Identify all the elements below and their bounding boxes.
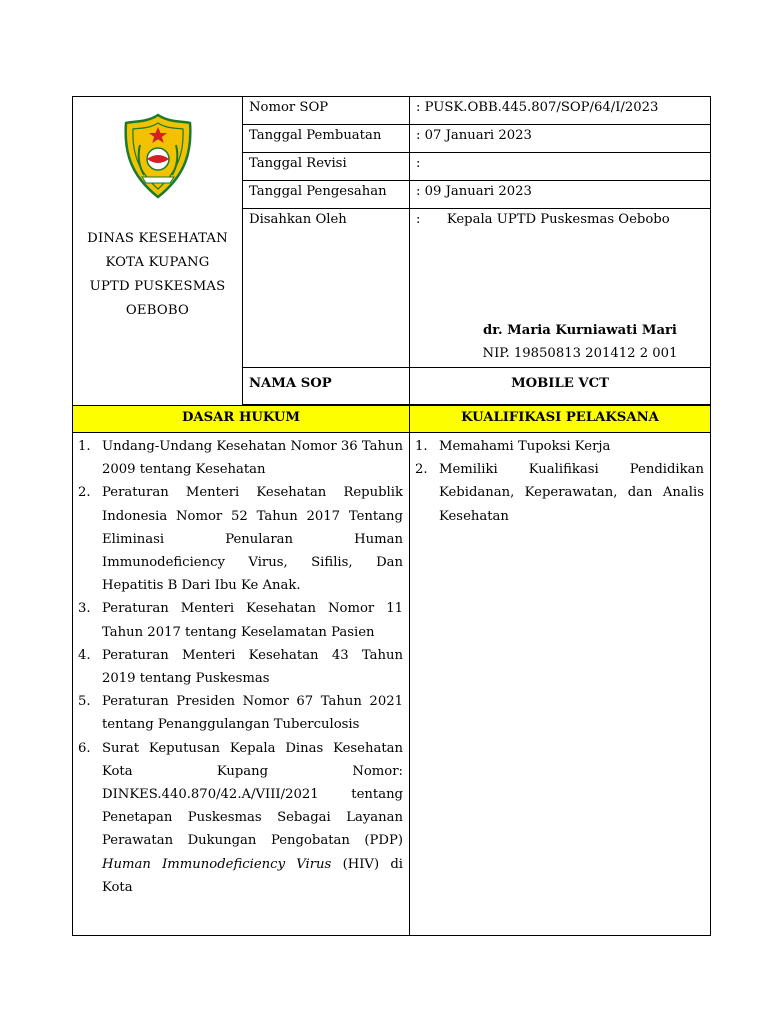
list-item: 1. Undang-Undang Kesehatan Nomor 36 Tahun 2009 tentang Kesehatan <box>78 439 403 478</box>
list-item: 6. Surat Keputusan Kepala Dinas Kesehatan Kota Kupang Nomor: DINKES.440.870/42.A/VIII/2021 tentang Penetapan Puskesmas Sebagai Layanan Perawatan Dukungan Pengobatan (PDP) Human Immunodeficiency Virus (HIV) di Kota <box>78 740 403 895</box>
sop-document <box>72 96 710 934</box>
kualifikasi-cell <box>410 433 711 936</box>
sop-table <box>72 96 711 936</box>
org-line: OEBOBO <box>125 303 190 318</box>
section-body-row <box>73 433 711 936</box>
org-cell <box>73 97 243 406</box>
meta-label: Tanggal Revisi <box>243 153 410 181</box>
list-item: 4. Peraturan Menteri Kesehatan 43 Tahun 2019 tentang Puskesmas <box>78 647 403 687</box>
org-name <box>79 227 236 323</box>
meta-value: : 09 Januari 2023 <box>410 181 711 209</box>
signer-colon: : <box>416 212 421 227</box>
dasar-hukum-cell <box>73 433 410 936</box>
list-item: 2. Peraturan Menteri Kesehatan Republik Indonesia Nomor 52 Tahun 2017 Tentang Eliminasi Penularan Human Immunodeficiency Virus, Sifilis, Dan Hepatitis B Dari Ibu Ke Anak. <box>78 485 403 594</box>
section-header-row <box>73 406 711 433</box>
meta-row-nomor <box>73 97 711 125</box>
signer-cell <box>410 209 711 368</box>
dasar-hukum-list <box>77 435 403 899</box>
meta-label: Nomor SOP <box>243 97 410 125</box>
list-item: 1. Memahami Tupoksi Kerja <box>415 439 611 454</box>
kualifikasi-list <box>414 435 704 528</box>
org-line: KOTA KUPANG <box>105 255 210 270</box>
org-line: UPTD PUSKESMAS <box>89 279 226 294</box>
meta-value: : 07 Januari 2023 <box>410 125 711 153</box>
meta-label: Tanggal Pengesahan <box>243 181 410 209</box>
list-item: 2. Memiliki Kualifikasi Pendidikan Kebidanan, Keperawatan, dan Analis Kesehatan <box>415 462 704 524</box>
kualifikasi-title: KUALIFIKASI PELAKSANA <box>410 406 711 433</box>
list-item: 3. Peraturan Menteri Kesehatan Nomor 11 Tahun 2017 tentang Keselamatan Pasien <box>78 601 403 640</box>
meta-value: : <box>410 153 711 181</box>
list-item: 5. Peraturan Presiden Nomor 67 Tahun 2021 tentang Penanggulangan Tuberculosis <box>78 694 403 733</box>
shield-emblem-icon <box>120 111 196 201</box>
dasar-hukum-title: DASAR HUKUM <box>73 406 410 433</box>
org-line: DINAS KESEHATAN <box>87 231 228 246</box>
meta-value: : PUSK.OBB.445.807/SOP/64/I/2023 <box>410 97 711 125</box>
signer-name: dr. Maria Kurniawati Mari <box>483 323 677 338</box>
signer-nip: NIP. 19850813 201412 2 001 <box>482 346 678 361</box>
signer-title: Kepala UPTD Puskesmas Oebobo <box>446 212 670 227</box>
meta-label: Tanggal Pembuatan <box>243 125 410 153</box>
signer-label: Disahkan Oleh <box>243 209 410 368</box>
nama-sop-label: NAMA SOP <box>243 368 410 405</box>
nama-sop-value: MOBILE VCT <box>410 368 711 405</box>
